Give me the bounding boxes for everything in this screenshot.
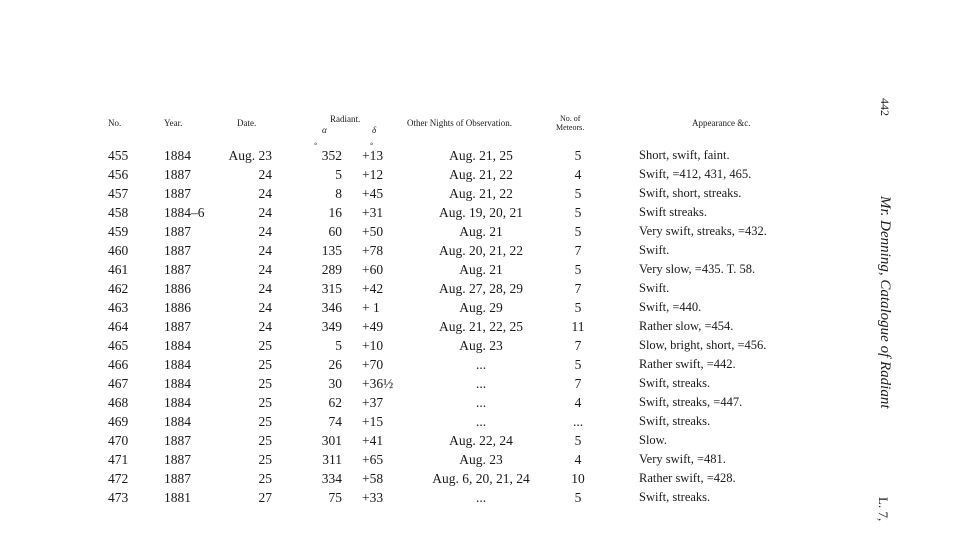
table-row xyxy=(0,186,860,205)
row-number: 460 xyxy=(108,243,129,258)
row-other-nights: Aug. 19, 20, 21 xyxy=(439,205,523,220)
row-appearance: Rather swift, =442. xyxy=(639,357,736,371)
row-number: 458 xyxy=(108,205,129,220)
row-other-nights: Aug. 21, 22 xyxy=(449,167,513,182)
row-number: 471 xyxy=(108,452,129,467)
row-other-nights: ... xyxy=(475,490,487,505)
row-alpha: 289 xyxy=(321,262,342,277)
row-date: 24 xyxy=(258,243,272,258)
row-alpha: 74 xyxy=(328,414,342,429)
row-appearance: Very slow, =435. T. 58. xyxy=(639,262,756,276)
row-other-nights: Aug. 21, 25 xyxy=(449,148,513,163)
row-delta: +12 xyxy=(362,167,384,182)
row-number: 462 xyxy=(108,281,129,296)
header-meteors-1: No. of xyxy=(560,114,581,123)
row-meteors: 5 xyxy=(574,433,582,448)
row-other-nights: ... xyxy=(475,357,487,372)
row-alpha: 334 xyxy=(321,471,342,486)
row-appearance: Swift, streaks. xyxy=(639,376,711,390)
row-alpha: 5 xyxy=(335,167,342,182)
row-appearance: Swift, streaks. xyxy=(639,490,711,504)
row-appearance: Swift, streaks. xyxy=(639,414,711,428)
row-year: 1887 xyxy=(164,471,191,486)
row-other-nights: Aug. 21 xyxy=(459,224,503,239)
row-other-nights: Aug. 21 xyxy=(459,262,503,277)
table-row xyxy=(0,471,860,490)
row-number: 461 xyxy=(108,262,129,277)
table-row xyxy=(0,376,860,395)
row-delta: +60 xyxy=(362,262,384,277)
row-number: 466 xyxy=(108,357,129,372)
row-meteors: 4 xyxy=(574,167,582,182)
row-number: 457 xyxy=(108,186,129,201)
row-date: 25 xyxy=(258,395,272,410)
row-delta: +50 xyxy=(362,224,384,239)
row-date: 25 xyxy=(258,338,272,353)
row-year: 1887 xyxy=(164,262,191,277)
row-meteors: 4 xyxy=(574,452,582,467)
header-no: No. xyxy=(108,118,122,128)
row-delta: +41 xyxy=(362,433,384,448)
row-meteors: ... xyxy=(572,414,584,429)
row-appearance: Swift, streaks, =447. xyxy=(639,395,743,409)
row-delta: +49 xyxy=(362,319,384,334)
row-other-nights: Aug. 21, 22 xyxy=(449,186,513,201)
row-delta: +65 xyxy=(362,452,384,467)
row-date: Aug. 23 xyxy=(228,148,272,163)
row-appearance: Swift, =440. xyxy=(639,300,702,314)
row-number: 463 xyxy=(108,300,129,315)
row-number: 467 xyxy=(108,376,129,391)
row-year: 1884–6 xyxy=(164,205,205,220)
row-other-nights: Aug. 22, 24 xyxy=(449,433,513,448)
row-other-nights: Aug. 23 xyxy=(459,338,503,353)
row-date: 25 xyxy=(258,471,272,486)
row-year: 1887 xyxy=(164,243,191,258)
table-row xyxy=(0,224,860,243)
row-alpha: 8 xyxy=(335,186,342,201)
row-alpha: 349 xyxy=(321,319,342,334)
row-meteors: 5 xyxy=(574,490,582,505)
row-date: 25 xyxy=(258,433,272,448)
row-meteors: 4 xyxy=(574,395,582,410)
header-appearance: Appearance &c. xyxy=(692,118,751,128)
row-delta: +37 xyxy=(362,395,384,410)
row-meteors: 5 xyxy=(574,300,582,315)
row-date: 24 xyxy=(258,205,272,220)
row-meteors: 5 xyxy=(574,224,582,239)
header-delta: δ xyxy=(372,125,377,135)
row-meteors: 5 xyxy=(574,262,582,277)
row-appearance: Slow. xyxy=(639,433,668,447)
row-other-nights: Aug. 23 xyxy=(459,452,503,467)
row-year: 1884 xyxy=(164,148,191,163)
row-delta: +42 xyxy=(362,281,384,296)
row-number: 465 xyxy=(108,338,129,353)
row-meteors: 7 xyxy=(574,243,582,258)
table-row xyxy=(0,319,860,338)
table-row xyxy=(0,300,860,319)
row-year: 1887 xyxy=(164,433,191,448)
row-year: 1884 xyxy=(164,395,191,410)
row-number: 469 xyxy=(108,414,129,429)
table-row xyxy=(0,243,860,262)
row-alpha: 75 xyxy=(328,490,342,505)
row-date: 24 xyxy=(258,167,272,182)
row-year: 1887 xyxy=(164,186,191,201)
row-date: 25 xyxy=(258,357,272,372)
row-appearance: Rather swift, =428. xyxy=(639,471,736,485)
row-alpha: 62 xyxy=(328,395,342,410)
row-year: 1886 xyxy=(164,281,191,296)
row-appearance: Rather slow, =454. xyxy=(639,319,734,333)
row-meteors: 11 xyxy=(571,319,585,334)
header-other-nights: Other Nights of Observation. xyxy=(407,118,512,128)
row-delta: +33 xyxy=(362,490,384,505)
row-other-nights: Aug. 6, 20, 21, 24 xyxy=(432,471,530,486)
row-number: 468 xyxy=(108,395,129,410)
row-other-nights: Aug. 29 xyxy=(459,300,503,315)
header-alpha: α xyxy=(322,125,327,135)
row-other-nights: ... xyxy=(475,395,487,410)
table-row xyxy=(0,338,860,357)
row-number: 472 xyxy=(108,471,129,486)
row-year: 1884 xyxy=(164,414,191,429)
row-number: 455 xyxy=(108,148,129,163)
row-meteors: 5 xyxy=(574,186,582,201)
row-alpha: 311 xyxy=(322,452,342,467)
table-row xyxy=(0,452,860,471)
table-row xyxy=(0,167,860,186)
table-row xyxy=(0,148,860,167)
row-year: 1886 xyxy=(164,300,191,315)
row-date: 24 xyxy=(258,300,272,315)
row-year: 1884 xyxy=(164,357,191,372)
running-head: Mr. Denning, Catalogue of Radiant xyxy=(877,196,893,409)
row-alpha: 135 xyxy=(321,243,342,258)
row-date: 24 xyxy=(258,262,272,277)
row-appearance: Swift, =412, 431, 465. xyxy=(639,167,752,181)
row-delta: +58 xyxy=(362,471,384,486)
row-alpha: 346 xyxy=(321,300,342,315)
row-meteors: 10 xyxy=(571,471,585,486)
table-row xyxy=(0,262,860,281)
degree-mark-alpha: ° xyxy=(314,141,318,150)
header-meteors-2: Meteors. xyxy=(556,123,585,132)
row-other-nights: Aug. 20, 21, 22 xyxy=(439,243,523,258)
row-number: 459 xyxy=(108,224,129,239)
degree-mark-delta: ° xyxy=(370,141,374,150)
row-alpha: 30 xyxy=(328,376,342,391)
row-other-nights: Aug. 27, 28, 29 xyxy=(439,281,523,296)
row-appearance: Swift. xyxy=(639,243,670,257)
row-year: 1887 xyxy=(164,319,191,334)
row-appearance: Short, swift, faint. xyxy=(639,148,730,162)
row-alpha: 26 xyxy=(328,357,342,372)
row-appearance: Swift streaks. xyxy=(639,205,708,219)
header-date: Date. xyxy=(237,118,257,128)
row-alpha: 16 xyxy=(328,205,342,220)
row-number: 473 xyxy=(108,490,129,505)
row-meteors: 5 xyxy=(574,148,582,163)
row-date: 24 xyxy=(258,319,272,334)
signature-mark: L. 7, xyxy=(876,497,891,522)
row-year: 1881 xyxy=(164,490,191,505)
row-other-nights: ... xyxy=(475,376,487,391)
row-other-nights: Aug. 21, 22, 25 xyxy=(439,319,523,334)
row-alpha: 352 xyxy=(321,148,342,163)
table-row xyxy=(0,395,860,414)
row-meteors: 7 xyxy=(574,338,582,353)
row-date: 24 xyxy=(258,281,272,296)
row-number: 470 xyxy=(108,433,129,448)
row-appearance: Very swift, streaks, =432. xyxy=(639,224,767,238)
row-delta: +13 xyxy=(362,148,384,163)
row-delta: + 1 xyxy=(362,300,380,315)
row-meteors: 5 xyxy=(574,357,582,372)
row-number: 456 xyxy=(108,167,129,182)
row-appearance: Slow, bright, short, =456. xyxy=(639,338,767,352)
row-alpha: 5 xyxy=(335,338,342,353)
row-meteors: 7 xyxy=(574,376,582,391)
row-appearance: Very swift, =481. xyxy=(639,452,726,466)
header-radiant: Radiant. xyxy=(330,114,361,124)
row-year: 1887 xyxy=(164,224,191,239)
row-delta: +36½ xyxy=(362,376,394,391)
row-year: 1887 xyxy=(164,452,191,467)
row-delta: +78 xyxy=(362,243,384,258)
row-date: 25 xyxy=(258,452,272,467)
table-row xyxy=(0,357,860,376)
row-meteors: 5 xyxy=(574,205,582,220)
row-delta: +10 xyxy=(362,338,384,353)
table-row xyxy=(0,433,860,452)
row-date: 27 xyxy=(258,490,272,505)
row-date: 25 xyxy=(258,376,272,391)
row-delta: +15 xyxy=(362,414,384,429)
page-number: 442 xyxy=(878,98,892,116)
row-appearance: Swift, short, streaks. xyxy=(639,186,742,200)
row-date: 25 xyxy=(258,414,272,429)
row-delta: +70 xyxy=(362,357,384,372)
row-year: 1887 xyxy=(164,167,191,182)
row-date: 24 xyxy=(258,186,272,201)
row-delta: +31 xyxy=(362,205,384,220)
table-row xyxy=(0,490,860,509)
row-number: 464 xyxy=(108,319,129,334)
row-year: 1884 xyxy=(164,376,191,391)
table-row xyxy=(0,205,860,224)
row-alpha: 60 xyxy=(328,224,342,239)
row-delta: +45 xyxy=(362,186,384,201)
header-year: Year. xyxy=(164,118,183,128)
row-year: 1884 xyxy=(164,338,191,353)
table-row xyxy=(0,414,860,433)
row-alpha: 315 xyxy=(321,281,342,296)
row-other-nights: ... xyxy=(475,414,487,429)
row-meteors: 7 xyxy=(574,281,582,296)
table-row xyxy=(0,281,860,300)
row-alpha: 301 xyxy=(321,433,342,448)
row-appearance: Swift. xyxy=(639,281,670,295)
row-date: 24 xyxy=(258,224,272,239)
